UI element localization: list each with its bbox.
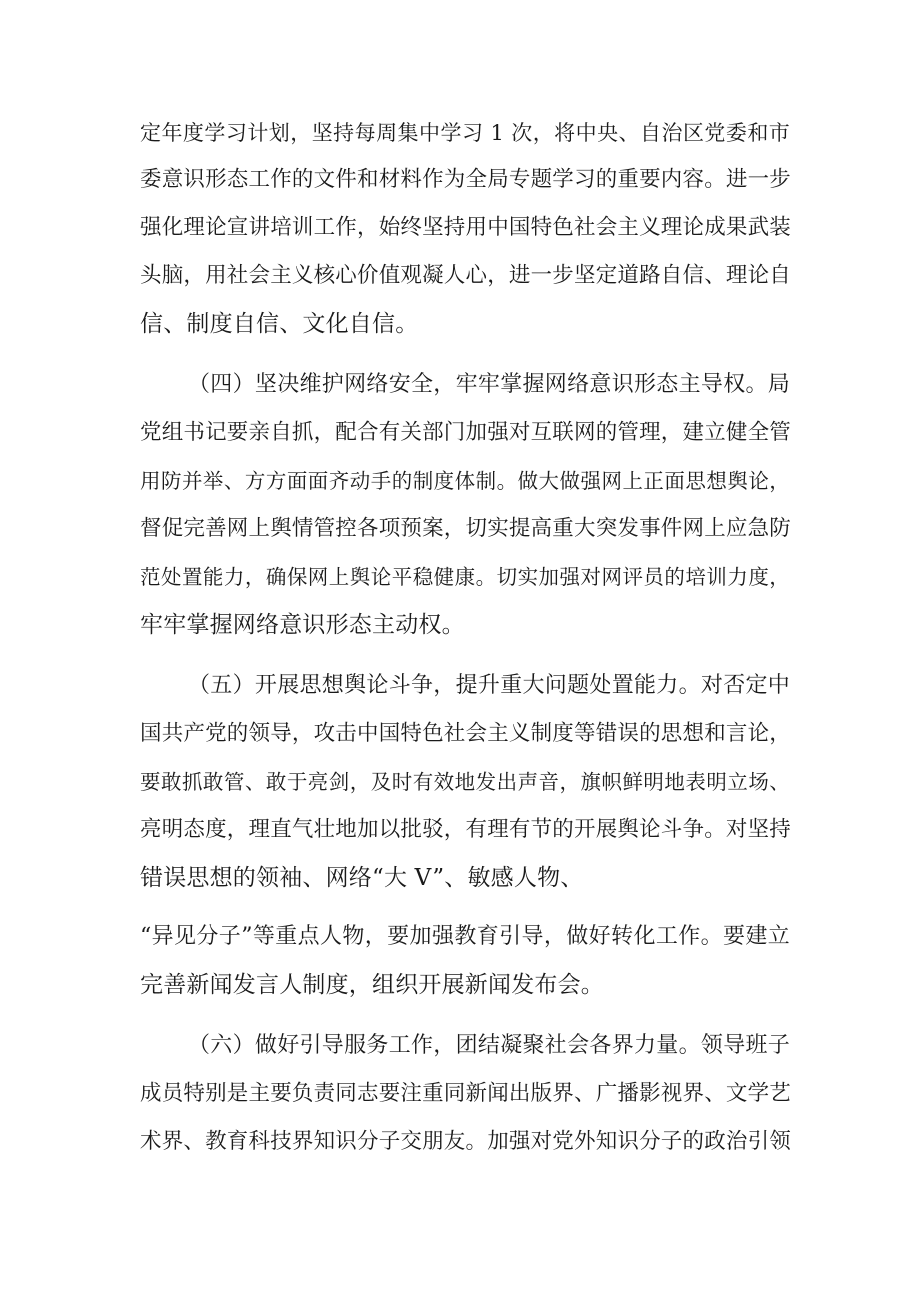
paragraph-1-line-5: 信、制度自信、文化自信。 (140, 311, 419, 337)
paragraph-3-line-2: 国共产党的领导，攻击中国特色社会主义制度等错误的思想和言论， (140, 721, 792, 746)
paragraph-4-line-2: 完善新闻发言人制度，组织开展新闻发布会。 (140, 972, 604, 998)
paragraph-5-line-1: （六）做好引导服务工作，团结凝聚社会各界力量。领导班子 (188, 1033, 790, 1058)
paragraph-2-line-3: 用防并举、方方面面齐动手的制度体制。做大做强网上正面思想舆论， (140, 469, 790, 493)
paragraph-1-line-2: 委意识形态工作的文件和材料作为全局专题学习的重要内容。进一步 (140, 167, 792, 192)
paragraph-1-line-1: 定年度学习计划，坚持每周集中学习 1 次，将中央、自治区党委和市 (140, 121, 790, 145)
paragraph-5-line-3: 术界、教育科技界知识分子交朋友。加强对党外知识分子的政治引领 (140, 1129, 792, 1154)
paragraph-3-line-5: 错误思想的领袖、网络“大 V”、敏感人物、 (140, 865, 584, 891)
paragraph-2-line-6: 牢牢掌握网络意识形态主动权。 (140, 612, 465, 638)
paragraph-1-line-4: 头脑，用社会主义核心价值观凝人心，进一步坚定道路自信、理论自 (140, 263, 792, 288)
paragraph-2-line-1: （四）坚决维护网络安全，牢牢掌握网络意识形态主导权。局 (188, 372, 790, 397)
paragraph-3-line-3: 要敢抓敢管、敢于亮剑，及时有效地发出声音，旗帜鲜明地表明立场、 (140, 770, 790, 794)
paragraph-2-line-4: 督促完善网上舆情管控各项预案，切实提高重大突发事件网上应急防 (140, 516, 792, 541)
paragraph-3-line-4: 亮明态度，理直气壮地加以批驳，有理有节的开展舆论斗争。对坚持 (140, 817, 792, 842)
paragraph-5-line-2: 成员特别是主要负责同志要注重同新闻出版界、广播影视界、文学艺 (140, 1081, 792, 1106)
paragraph-1-line-3: 强化理论宣讲培训工作，始终坚持用中国特色社会主义理论成果武装 (140, 215, 792, 240)
paragraph-2-line-2: 党组书记要亲自抓，配合有关部门加强对互联网的管理，建立健全管 (140, 420, 792, 445)
paragraph-3-line-1: （五）开展思想舆论斗争，提升重大问题处置能力。对否定中 (188, 673, 790, 698)
paragraph-4-line-1: “异见分子”等重点人物，要加强教育引导，做好转化工作。要建立 (140, 924, 790, 949)
paragraph-2-line-5: 范处置能力，确保网上舆论平稳健康。切实加强对网评员的培训力度， (140, 565, 790, 589)
